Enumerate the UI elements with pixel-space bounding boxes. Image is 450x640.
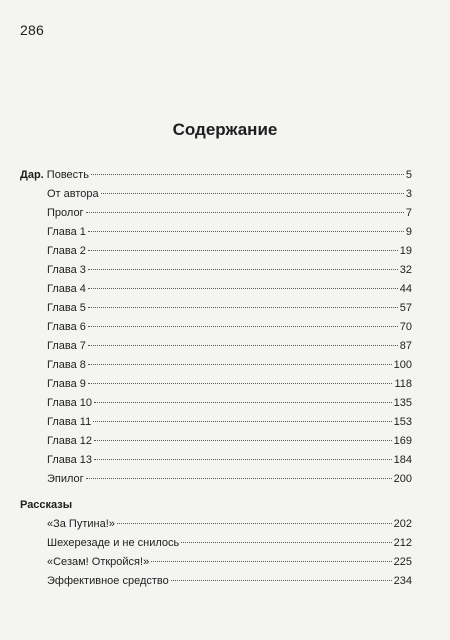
toc-entry-title: Глава 8 xyxy=(47,359,86,371)
toc-page-number: 135 xyxy=(393,397,412,409)
story-list xyxy=(20,515,412,591)
section-heading: Рассказы xyxy=(20,499,73,511)
toc-entry xyxy=(20,242,412,261)
toc-entry xyxy=(20,318,412,337)
toc-page-number: 169 xyxy=(393,435,412,447)
toc-entry-title: «Сезам! Откройся!» xyxy=(47,556,150,568)
dot-leader xyxy=(88,383,393,384)
dot-leader xyxy=(94,459,392,460)
dot-leader xyxy=(88,288,398,289)
dot-leader xyxy=(86,478,392,479)
toc-entry-title: Шехерезаде и не снилось xyxy=(47,537,180,549)
toc-entry xyxy=(20,515,412,534)
toc-entry-title: Глава 12 xyxy=(47,435,93,447)
toc-page-number: 70 xyxy=(399,321,412,333)
toc-entry-title: Глава 3 xyxy=(47,264,86,276)
toc-entry xyxy=(20,451,412,470)
toc-page-number: 57 xyxy=(399,302,412,314)
dot-leader xyxy=(88,250,398,251)
toc-entry xyxy=(20,572,412,591)
table-of-contents xyxy=(20,166,412,591)
toc-page-number: 19 xyxy=(399,245,412,257)
toc-entry-title: Эпилог xyxy=(47,473,84,485)
toc-entry-title: Глава 6 xyxy=(47,321,86,333)
dot-leader xyxy=(88,307,398,308)
toc-page-number: 212 xyxy=(393,537,412,549)
toc-entry-title: Глава 4 xyxy=(47,283,86,295)
dot-leader xyxy=(88,231,404,232)
toc-entry-title: Глава 1 xyxy=(47,226,86,238)
toc-entry xyxy=(20,394,412,413)
toc-entry xyxy=(20,553,412,572)
toc-entry-title: Глава 7 xyxy=(47,340,86,352)
toc-main-bold: Дар. xyxy=(20,169,44,181)
toc-page-number: 32 xyxy=(399,264,412,276)
toc-entry xyxy=(20,261,412,280)
dot-leader xyxy=(181,542,391,543)
toc-entry-title: Глава 11 xyxy=(47,416,92,428)
toc-entry-title: Глава 5 xyxy=(47,302,86,314)
toc-page-number: 184 xyxy=(393,454,412,466)
dot-leader xyxy=(91,174,404,175)
toc-entry-title: Глава 10 xyxy=(47,397,93,409)
dot-leader xyxy=(101,193,404,194)
toc-page-number: 100 xyxy=(393,359,412,371)
toc-entry xyxy=(20,375,412,394)
toc-page-number: 153 xyxy=(393,416,412,428)
dot-leader xyxy=(88,326,398,327)
dot-leader xyxy=(88,364,392,365)
dot-leader xyxy=(93,421,391,422)
dot-leader xyxy=(151,561,391,562)
dot-leader xyxy=(88,269,398,270)
toc-entry-title: «За Путина!» xyxy=(47,518,115,530)
page-number: 286 xyxy=(20,22,44,38)
page-title: Содержание xyxy=(172,120,278,139)
toc-entry xyxy=(20,204,412,223)
toc-page-number: 9 xyxy=(405,226,412,238)
toc-entry xyxy=(20,432,412,451)
toc-page-number: 118 xyxy=(394,378,412,390)
toc-entry-title: Глава 9 xyxy=(47,378,86,390)
toc-entry xyxy=(20,337,412,356)
toc-entry xyxy=(20,470,412,489)
toc-page-number: 87 xyxy=(399,340,412,352)
toc-entry-title: Эффективное средство xyxy=(47,575,169,587)
toc-entry xyxy=(20,223,412,242)
toc-entry xyxy=(20,299,412,318)
toc-page-number: 5 xyxy=(405,169,412,181)
toc-page-number: 200 xyxy=(393,473,412,485)
toc-entry-title: Глава 2 xyxy=(47,245,86,257)
toc-entry xyxy=(20,413,412,432)
toc-page-number: 234 xyxy=(393,575,412,587)
toc-entry xyxy=(20,185,412,204)
dot-leader xyxy=(86,212,404,213)
toc-page-number: 3 xyxy=(405,188,412,200)
dot-leader xyxy=(117,523,392,524)
dot-leader xyxy=(94,440,392,441)
toc-page-number: 44 xyxy=(399,283,412,295)
toc-page-number: 202 xyxy=(393,518,412,530)
chapter-list xyxy=(20,185,412,489)
dot-leader xyxy=(88,345,398,346)
toc-entry-title xyxy=(20,166,89,185)
toc-entry-title: От автора xyxy=(47,188,99,200)
toc-entry-title: Пролог xyxy=(47,207,84,219)
toc-page-number: 225 xyxy=(393,556,412,568)
dot-leader xyxy=(94,402,392,403)
toc-entry-main xyxy=(20,166,412,185)
toc-main-rest: Повесть xyxy=(43,169,89,181)
toc-entry-title: Глава 13 xyxy=(47,454,93,466)
toc-entry xyxy=(20,280,412,299)
dot-leader xyxy=(171,580,392,581)
toc-page-number: 7 xyxy=(405,207,412,219)
toc-entry xyxy=(20,534,412,553)
toc-entry xyxy=(20,356,412,375)
